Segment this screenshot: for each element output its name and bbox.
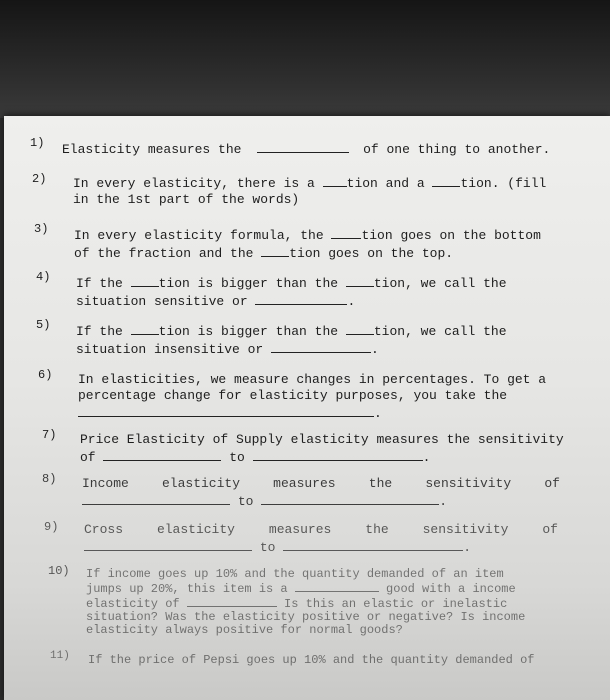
question-2-text-a: In every elasticity, there is a [73, 176, 315, 191]
question-9: Cross elasticity measures the sensitivity of to . [84, 522, 558, 555]
question-4-blank-3[interactable] [255, 292, 347, 305]
question-10-line-5: elasticity always positive for normal goods? [86, 623, 403, 637]
question-6-blank[interactable] [78, 404, 374, 417]
question-8-word-3: measures [273, 476, 336, 491]
question-9-word-6: of [542, 522, 558, 537]
question-3 [74, 226, 541, 262]
question-4-blank-1[interactable] [131, 274, 159, 287]
question-5-text-b: tion is bigger than the [158, 324, 339, 339]
question-4-number: 4) [36, 270, 51, 284]
question-2-blank-2[interactable] [432, 174, 460, 187]
question-11-number: 11) [50, 650, 70, 662]
question-6: In elasticities, we measure changes in percentages. To get a percentage change for elasticity purposes, you take the . [78, 372, 547, 421]
question-5: If the tion is bigger than the tion, we call the situation insensitive or . [76, 324, 507, 357]
question-10-number: 10) [48, 564, 70, 578]
question-7-number: 7) [42, 428, 57, 442]
question-9-number: 9) [44, 520, 59, 534]
question-10-blank-2[interactable] [187, 596, 277, 607]
question-9-text-to: to [259, 540, 276, 555]
question-7-text-b: to [229, 450, 245, 465]
question-10-line-3a: elasticity of [86, 597, 180, 611]
question-7-blank-2[interactable] [253, 448, 423, 461]
question-5-blank-1[interactable] [131, 322, 159, 335]
question-2-blank-1[interactable] [323, 174, 347, 187]
question-2-text-b: tion and a [346, 176, 425, 191]
question-8-word-1: Income [82, 476, 129, 491]
worksheet-paper [4, 116, 610, 700]
question-8-number: 8) [42, 472, 57, 486]
question-8-blank-2[interactable] [261, 492, 439, 505]
question-7-blank-1[interactable] [103, 448, 221, 461]
question-8-blank-1[interactable] [82, 492, 230, 505]
question-8-word-2: elasticity [161, 476, 240, 491]
question-3-text-c: of the fraction and the [74, 246, 254, 261]
question-3-text-d: tion goes on the top. [289, 246, 454, 261]
question-10-line-3b: Is this an elastic or inelastic [284, 597, 508, 611]
question-11-line-1: If the price of Pepsi goes up 10% and the quantity demanded of [88, 653, 535, 667]
question-2 [73, 174, 546, 208]
question-4-text-d: situation sensitive or [76, 294, 248, 309]
question-1-blank[interactable] [257, 140, 349, 153]
question-1-text-b: of one thing to another. [363, 142, 551, 157]
question-2-text-c: tion. (fill [460, 176, 547, 191]
question-5-text-c: tion, we call the [373, 324, 507, 339]
question-5-blank-3[interactable] [271, 340, 371, 353]
question-3-text-b: tion goes on the bottom [361, 228, 541, 243]
question-10-line-4: situation? Was the elasticity positive or negative? Is income [86, 610, 526, 624]
question-9-word-2: elasticity [156, 522, 235, 537]
question-9-word-1: Cross [84, 522, 124, 537]
question-5-number: 5) [36, 318, 51, 332]
question-1-text-a: Elasticity measures the [62, 142, 242, 157]
question-7: Price Elasticity of Supply elasticity measures the sensitivity of to . [80, 432, 564, 465]
question-3-text-a: In every elasticity formula, the [74, 228, 324, 243]
question-9-blank-2[interactable] [283, 538, 463, 551]
question-11 [88, 652, 534, 668]
question-10 [86, 568, 525, 637]
question-1-number: 1) [30, 136, 45, 150]
question-5-text-d: situation insensitive or [76, 342, 264, 357]
question-6-line-1: In elasticities, we measure changes in percentages. To get a [78, 372, 547, 387]
question-10-line-2a: jumps up 20%, this item is a [86, 582, 288, 596]
question-9-word-4: the [365, 522, 389, 537]
question-8: Income elasticity measures the sensitivity of to . [82, 476, 560, 509]
question-9-blank-1[interactable] [84, 538, 252, 551]
question-8-word-6: of [544, 476, 560, 491]
question-4-text-b: tion is bigger than the [158, 276, 339, 291]
question-4-text-a: If the [76, 276, 123, 291]
question-8-text-to: to [237, 494, 254, 509]
question-5-text-a: If the [76, 324, 123, 339]
question-7-text-a: of [80, 450, 96, 465]
question-3-number: 3) [34, 222, 49, 236]
question-5-blank-2[interactable] [346, 322, 374, 335]
question-2-number: 2) [32, 172, 47, 186]
question-4-text-c: tion, we call the [373, 276, 507, 291]
question-7-line-1: Price Elasticity of Supply elasticity measures the sensitivity [80, 432, 564, 447]
question-1 [62, 140, 550, 158]
question-8-word-5: sensitivity [425, 476, 512, 491]
question-4-blank-2[interactable] [346, 274, 374, 287]
question-3-blank-2[interactable] [261, 244, 289, 257]
question-3-blank-1[interactable] [331, 226, 361, 239]
question-6-line-2: percentage change for elasticity purposes, you take the [78, 388, 508, 403]
background-top [0, 0, 610, 118]
question-8-word-4: the [368, 476, 393, 491]
question-9-word-3: measures [268, 522, 332, 537]
question-6-number: 6) [38, 368, 53, 382]
question-10-line-1: If income goes up 10% and the quantity demanded of an item [86, 567, 504, 581]
question-4: If the tion is bigger than the tion, we call the situation sensitive or . [76, 276, 507, 309]
question-10-blank-1[interactable] [295, 581, 379, 592]
question-10-line-2b: good with a income [386, 582, 516, 596]
question-2-line-2: in the 1st part of the words) [73, 192, 300, 207]
question-9-word-5: sensitivity [422, 522, 509, 537]
